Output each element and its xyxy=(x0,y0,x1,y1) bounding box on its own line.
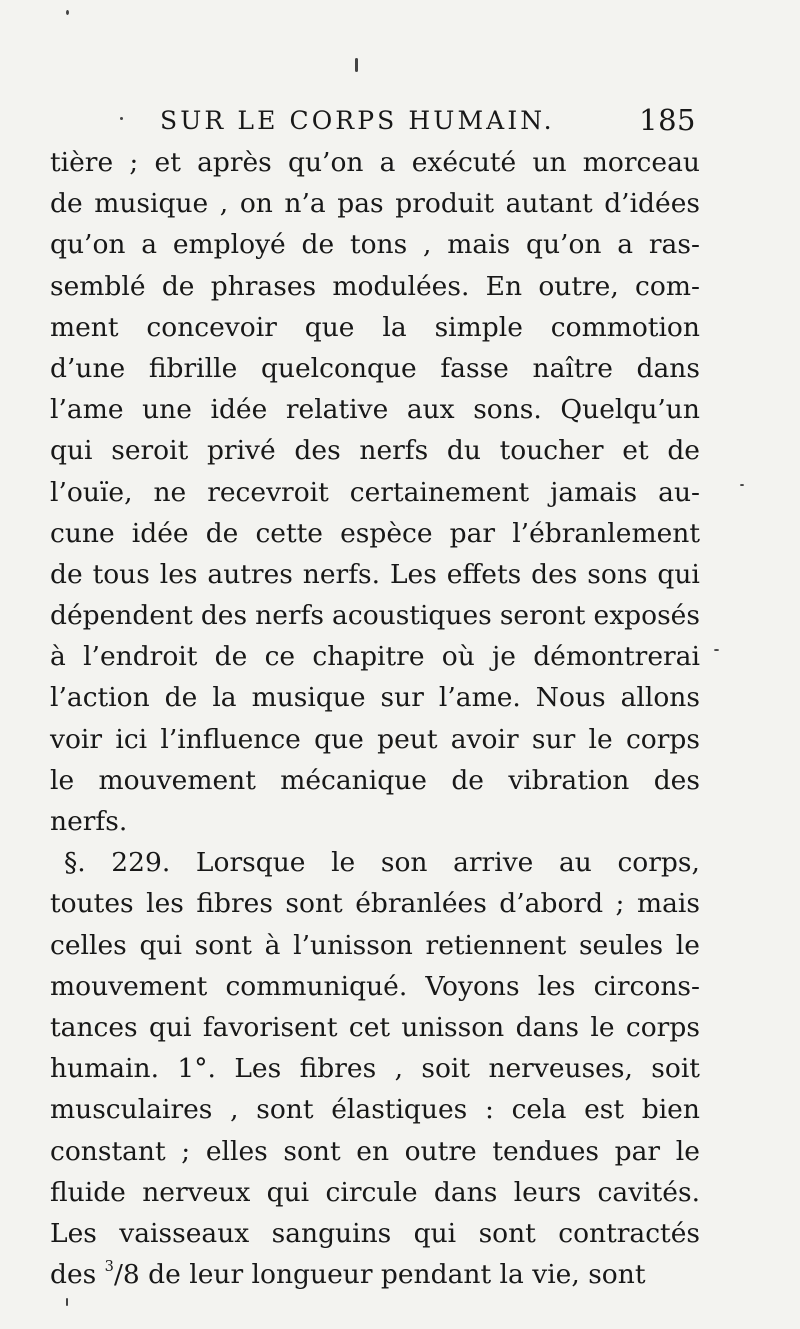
text-line-last xyxy=(50,1254,700,1295)
text-line xyxy=(50,636,700,677)
word: le xyxy=(588,723,613,755)
word: cette xyxy=(255,517,323,549)
word: qui xyxy=(657,558,700,590)
word: 1°. xyxy=(177,1053,216,1085)
word: exécuté xyxy=(411,147,517,178)
word: fibres xyxy=(299,1053,377,1085)
word: jamais xyxy=(550,476,638,508)
word: ; xyxy=(615,888,625,920)
word: exposés xyxy=(593,600,700,632)
text-line xyxy=(50,389,700,430)
word: ras- xyxy=(648,229,700,261)
word: §. xyxy=(64,847,86,879)
word: le xyxy=(590,1011,615,1043)
word: d’idées xyxy=(604,188,700,220)
word: dépendent xyxy=(50,600,193,632)
word: espèce xyxy=(340,517,433,549)
word: , xyxy=(230,1094,239,1126)
word: peut xyxy=(377,723,438,755)
word: : xyxy=(484,1094,494,1126)
word: de xyxy=(50,558,83,590)
word: de xyxy=(301,229,335,261)
word: de xyxy=(50,188,83,220)
word: arrive xyxy=(453,847,534,879)
word: sons. xyxy=(473,394,542,426)
text-line xyxy=(50,1048,700,1089)
word: acoustiques xyxy=(332,600,492,632)
section-heading-line xyxy=(50,842,700,883)
word: communiqué. xyxy=(225,970,408,1002)
word: sont xyxy=(256,1094,314,1126)
body-text xyxy=(50,142,700,1295)
text-line xyxy=(50,883,700,924)
word: on xyxy=(239,188,273,220)
text-line xyxy=(50,1089,700,1130)
word: cune xyxy=(50,517,115,549)
paragraph-end-line: nerfs. xyxy=(50,806,128,837)
word: Voyons xyxy=(425,970,520,1002)
word: vibration xyxy=(508,764,630,796)
word: de xyxy=(205,517,239,549)
word: d’abord xyxy=(499,888,604,920)
word: l’ébranlement xyxy=(512,517,700,549)
word: démontrerai xyxy=(533,641,700,673)
word: fluide xyxy=(50,1176,126,1208)
word: voir xyxy=(50,723,103,755)
word: circule xyxy=(325,1176,418,1208)
word: de xyxy=(214,641,248,673)
word: dans xyxy=(515,1011,580,1043)
fraction-numerator: 3 xyxy=(104,1258,114,1276)
word: que xyxy=(314,723,364,755)
word: Les xyxy=(234,1053,282,1085)
word: bien xyxy=(641,1094,700,1126)
word: circons- xyxy=(593,970,700,1002)
word: est xyxy=(584,1094,625,1126)
word: , xyxy=(423,229,432,261)
word: ébranlées xyxy=(355,888,487,920)
text-line xyxy=(50,595,700,636)
word: tons xyxy=(349,229,408,261)
word: morceau xyxy=(582,147,700,178)
text-line xyxy=(50,348,700,389)
text-line xyxy=(50,925,700,966)
word: constant xyxy=(50,1135,166,1167)
text-line xyxy=(50,513,700,554)
word: un xyxy=(532,147,567,178)
word: a xyxy=(141,229,158,261)
word: toutes xyxy=(50,888,134,920)
word: les xyxy=(146,888,184,920)
word: le xyxy=(50,764,75,796)
word: phrases xyxy=(210,270,317,302)
word: produit xyxy=(395,188,494,220)
word: , xyxy=(394,1053,403,1085)
text-line xyxy=(50,554,700,595)
text-line xyxy=(50,430,700,471)
word: de xyxy=(164,682,198,714)
word: vaisseaux xyxy=(119,1217,250,1249)
word: du xyxy=(446,435,481,467)
word: nerveux xyxy=(142,1176,251,1208)
word: certainement xyxy=(349,476,530,508)
word: tous xyxy=(92,558,150,590)
word: corps, xyxy=(617,847,700,879)
word: qu’on xyxy=(526,229,602,261)
word: Les xyxy=(389,558,437,590)
text-line xyxy=(50,1213,700,1254)
word: tances xyxy=(50,1011,138,1043)
word: dans xyxy=(433,1176,498,1208)
word: par xyxy=(614,1135,661,1167)
word: modulées. xyxy=(332,270,470,302)
word: idée xyxy=(210,394,268,426)
word: des xyxy=(653,764,700,796)
word: qu’on xyxy=(287,147,364,178)
word: a xyxy=(379,147,396,178)
word: l’ouïe, xyxy=(50,476,133,508)
word: seules xyxy=(578,929,664,961)
word: ; xyxy=(181,1135,191,1167)
last-line-start xyxy=(50,1254,645,1295)
word: sanguins xyxy=(271,1217,392,1249)
text-line xyxy=(50,142,700,183)
text-line xyxy=(50,760,700,801)
word: ce xyxy=(264,641,296,673)
word: tière xyxy=(50,147,114,178)
word: privé xyxy=(206,435,276,467)
text-line xyxy=(50,472,700,513)
word: soit xyxy=(651,1053,700,1085)
word: qu’on xyxy=(50,229,126,261)
word: employé xyxy=(172,229,286,261)
word: ment xyxy=(50,311,119,343)
word: Nous xyxy=(535,682,606,714)
word: nerveuses, xyxy=(488,1053,633,1085)
word: nerfs. xyxy=(302,558,381,590)
word: nerfs xyxy=(359,435,429,467)
word: celles xyxy=(50,929,127,961)
text-line xyxy=(50,719,700,760)
word: effets xyxy=(446,558,522,590)
word: autres xyxy=(207,558,293,590)
word: que xyxy=(304,311,355,343)
word: Les xyxy=(50,1217,97,1249)
word: toucher xyxy=(499,435,604,467)
word: fibrille xyxy=(148,352,238,384)
ink-speck xyxy=(66,10,69,15)
word: mais xyxy=(636,888,700,920)
ink-speck xyxy=(66,1298,68,1306)
word: ne xyxy=(153,476,187,508)
word: , xyxy=(219,188,229,220)
word: le xyxy=(675,929,700,961)
ink-speck xyxy=(355,58,358,72)
text-line xyxy=(50,183,700,224)
word: l’action xyxy=(50,682,150,714)
word: la xyxy=(212,682,237,714)
word: cavités. xyxy=(597,1176,700,1208)
word: de xyxy=(667,435,700,467)
word: cela xyxy=(511,1094,567,1126)
word: elles xyxy=(205,1135,268,1167)
word: ici xyxy=(115,723,148,755)
word: qui xyxy=(266,1176,310,1208)
word: ; xyxy=(129,147,139,178)
word: cet xyxy=(348,1011,391,1043)
word: seront xyxy=(499,600,586,632)
word: Lorsque xyxy=(195,847,306,879)
word: semblé xyxy=(50,270,146,302)
word: fasse xyxy=(440,352,509,384)
word: la xyxy=(382,311,407,343)
word: naître xyxy=(532,352,613,384)
word: des xyxy=(200,600,248,632)
word: à xyxy=(264,929,281,961)
word: l’endroit xyxy=(83,641,198,673)
word: musique xyxy=(94,188,209,220)
word: le xyxy=(331,847,356,879)
word: qui xyxy=(50,435,93,467)
word: idée xyxy=(131,517,189,549)
word: relative xyxy=(285,394,389,426)
word: favorisent xyxy=(202,1011,338,1043)
word: com- xyxy=(635,270,700,302)
word: où xyxy=(441,641,475,673)
text-line xyxy=(50,1131,700,1172)
word: de xyxy=(451,764,484,796)
word: outre, xyxy=(538,270,619,302)
word: à xyxy=(50,641,66,673)
word: en xyxy=(356,1135,390,1167)
word: mécanique xyxy=(280,764,427,796)
text-line xyxy=(50,307,700,348)
ink-speck xyxy=(740,484,744,486)
word: le xyxy=(675,1135,700,1167)
word: mouvement xyxy=(50,970,208,1002)
page-header xyxy=(160,98,696,142)
word: l’influence xyxy=(160,723,301,755)
word: avoir xyxy=(450,723,519,755)
word: l’ame xyxy=(50,394,124,426)
word: par xyxy=(449,517,496,549)
text-line xyxy=(50,1007,700,1048)
word: simple xyxy=(434,311,523,343)
word: fibres xyxy=(196,888,273,920)
last-line-before: des xyxy=(50,1259,105,1291)
word: pas xyxy=(337,188,384,220)
word: nerfs xyxy=(255,600,324,632)
word: unisson xyxy=(401,1011,505,1043)
word: allons xyxy=(620,682,700,714)
word: corps xyxy=(625,1011,700,1043)
word: élastiques xyxy=(331,1094,468,1126)
word: l’unisson xyxy=(293,929,413,961)
word: une xyxy=(142,394,192,426)
running-head: SUR LE CORPS HUMAIN. xyxy=(160,105,555,135)
word: les xyxy=(159,558,198,590)
word: les xyxy=(537,970,576,1002)
word: sons xyxy=(587,558,648,590)
word: après xyxy=(197,147,272,178)
text-line xyxy=(50,677,700,718)
word: sur xyxy=(380,682,424,714)
word: leurs xyxy=(513,1176,582,1208)
word: et xyxy=(154,147,181,178)
word: 229. xyxy=(111,847,171,879)
word: au- xyxy=(658,476,700,508)
text-line xyxy=(50,1172,700,1213)
word: d’une xyxy=(50,352,126,384)
word: En xyxy=(485,270,523,302)
word: a xyxy=(617,229,634,261)
word: de xyxy=(161,270,195,302)
word: sont xyxy=(194,929,252,961)
ink-speck xyxy=(714,649,719,651)
word: autant xyxy=(505,188,593,220)
word: corps xyxy=(625,723,700,755)
word: sont xyxy=(283,1135,341,1167)
word: contractés xyxy=(558,1217,700,1249)
word: musculaires xyxy=(50,1094,213,1126)
word: sur xyxy=(531,723,576,755)
word: concevoir xyxy=(146,311,277,343)
word: quelconque xyxy=(260,352,417,384)
word: dans xyxy=(636,352,700,384)
word: sont xyxy=(478,1217,536,1249)
word: sont xyxy=(285,888,343,920)
word: retiennent xyxy=(425,929,567,961)
last-line-after: /8 de leur longueur pendant la vie, sont xyxy=(113,1259,646,1291)
text-line xyxy=(50,266,700,307)
word: qui xyxy=(139,929,182,961)
word: son xyxy=(380,847,428,879)
word: Quelqu’un xyxy=(560,394,700,426)
text-line xyxy=(50,966,700,1007)
word: commotion xyxy=(550,311,700,343)
word: l’ame. xyxy=(438,682,521,714)
word: humain. xyxy=(50,1053,160,1085)
word: qui xyxy=(148,1011,192,1043)
word: des xyxy=(531,558,578,590)
word: soit xyxy=(421,1053,471,1085)
word: qui xyxy=(413,1217,457,1249)
word: musique xyxy=(251,682,366,714)
word: au xyxy=(558,847,592,879)
word: mouvement xyxy=(98,764,256,796)
word: aux xyxy=(406,394,455,426)
word: et xyxy=(622,435,649,467)
word: outre xyxy=(404,1135,477,1167)
word: des xyxy=(294,435,341,467)
word: mais xyxy=(447,229,511,261)
word: je xyxy=(492,641,516,673)
word: chapitre xyxy=(312,641,425,673)
page-number: 185 xyxy=(639,103,696,137)
text-line xyxy=(50,224,700,265)
word: n’a xyxy=(284,188,326,220)
word: seroit xyxy=(111,435,189,467)
word: tendues xyxy=(492,1135,600,1167)
word: recevroit xyxy=(207,476,329,508)
ink-speck xyxy=(120,117,123,120)
